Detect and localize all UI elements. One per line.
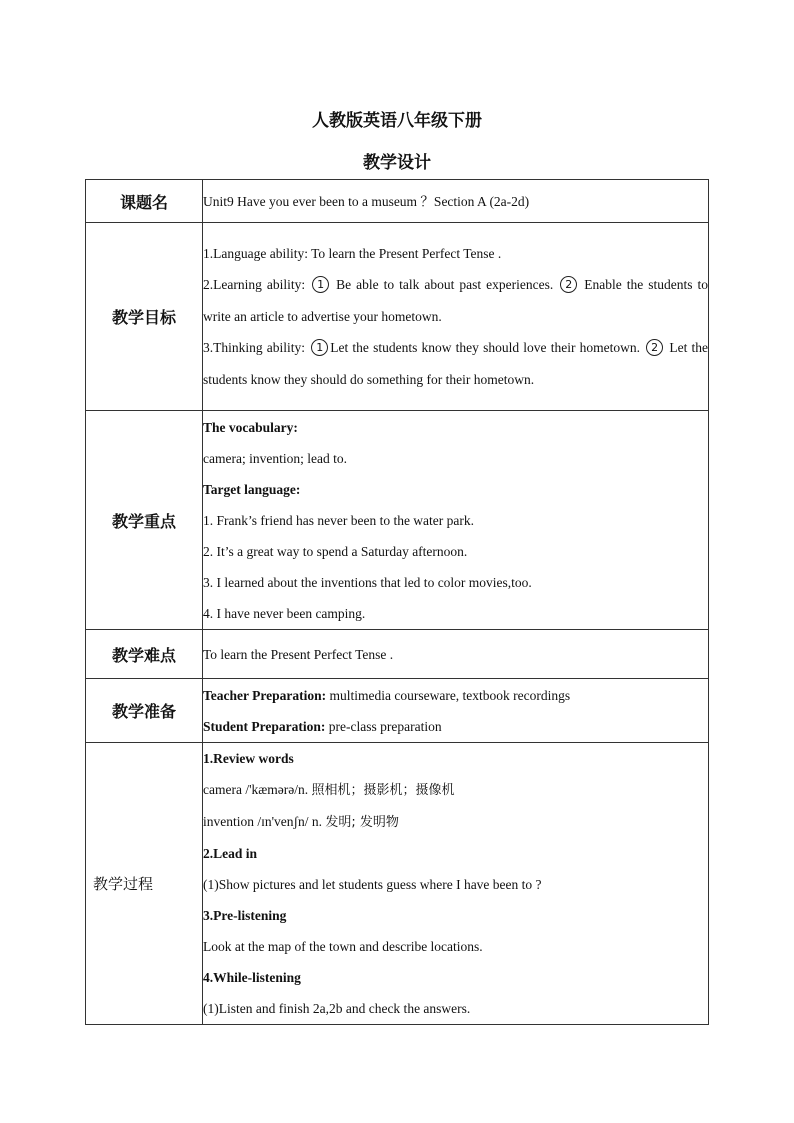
target-language-heading: Target language:: [203, 481, 301, 497]
vocabulary-list: camera; invention; lead to.: [203, 450, 347, 466]
word-invention: invention /ɪn'venʃn/ n.: [203, 814, 326, 829]
table-row-topic: [86, 180, 709, 223]
objective-learning-heading: 2.Learning ability:: [203, 277, 311, 293]
target-sentence-3: 3. I learned about the inventions that led to color movies,too.: [203, 574, 532, 590]
pre-listening-text: Look at the map of the town and describe locations.: [203, 939, 483, 954]
objective-thinking-item-2: Let the students know they should do something for their hometown.: [203, 340, 709, 387]
pre-listening-heading: 3.Pre-listening: [203, 908, 287, 923]
table-row-difficulty: [86, 630, 709, 679]
target-sentence-4: 4. I have never been camping.: [203, 605, 366, 621]
objective-thinking-item-1: Let the students know they should love their hometown.: [330, 340, 645, 356]
review-word-invention: [203, 806, 708, 838]
teacher-preparation: [203, 680, 708, 711]
review-words-heading: 1.Review words: [203, 751, 294, 766]
key-points-cell: [203, 411, 709, 630]
topic-cell: [203, 180, 709, 223]
circled-number-2: 2: [560, 276, 577, 293]
objective-language: 1.Language ability: To learn the Present Perfect Tense .: [203, 245, 502, 261]
review-word-camera: [203, 774, 708, 806]
word-invention-meaning: 发明; 发明物: [325, 815, 399, 830]
circled-number-1: 1: [311, 339, 328, 356]
objective-learning-item-1: Be able to talk about past experiences.: [331, 277, 559, 293]
teacher-preparation-label: Teacher Preparation:: [203, 687, 327, 703]
document-title: 人教版英语八年级下册: [312, 111, 482, 131]
word-camera-meaning: 照相机；摄影机；摄像机: [311, 783, 455, 798]
circled-number-2: 2: [646, 339, 663, 356]
table-row-process: [86, 743, 709, 1025]
objective-learning: [203, 269, 708, 332]
vocabulary-heading: The vocabulary:: [203, 419, 298, 435]
word-camera: camera /'kæmərə/n.: [203, 782, 312, 797]
circled-number-1: 1: [312, 276, 329, 293]
topic-label: 课题名: [86, 180, 203, 223]
table-row-objectives: [86, 223, 709, 411]
lead-in-heading: 2.Lead in: [203, 846, 258, 861]
objective-thinking-heading: 3.Thinking ability:: [203, 340, 310, 356]
target-sentence-1: 1. Frank’s friend has never been to the water park.: [203, 512, 475, 528]
difficulty-cell: [203, 630, 709, 679]
table-row-preparation: [86, 679, 709, 743]
objectives-label: 教学目标: [86, 223, 203, 411]
lesson-plan-table: [85, 179, 709, 1025]
objectives-cell: [203, 223, 709, 411]
student-preparation-label: Student Preparation:: [203, 718, 326, 734]
objective-learning-item-2: Enable the students to write an article to advertise your hometown.: [203, 277, 708, 324]
teacher-preparation-text: multimedia courseware, textbook recordings: [326, 687, 571, 703]
difficulty-text: To learn the Present Perfect Tense .: [203, 646, 394, 662]
document-subtitle: 教学设计: [363, 153, 431, 173]
difficulty-label: 教学难点: [86, 630, 203, 679]
target-sentence-2: 2. It’s a great way to spend a Saturday afternoon.: [203, 543, 468, 559]
student-preparation-text: pre-class preparation: [325, 718, 442, 734]
while-listening-text: (1)Listen and finish 2a,2b and check the answers.: [203, 1001, 471, 1016]
student-preparation: [203, 711, 708, 742]
process-label: 教学过程: [86, 743, 203, 1025]
topic-text: Unit9 Have you ever been to a museum ？Section A (2a-2d): [203, 193, 530, 209]
lead-in-text: (1)Show pictures and let students guess where I have been to ?: [203, 877, 542, 892]
while-listening-heading: 4.While-listening: [203, 970, 301, 985]
preparation-cell: [203, 679, 709, 743]
process-cell: [203, 743, 709, 1025]
table-row-key-points: [86, 411, 709, 630]
preparation-label: 教学准备: [86, 679, 203, 743]
objective-thinking: [203, 332, 708, 395]
key-points-label: 教学重点: [86, 411, 203, 630]
